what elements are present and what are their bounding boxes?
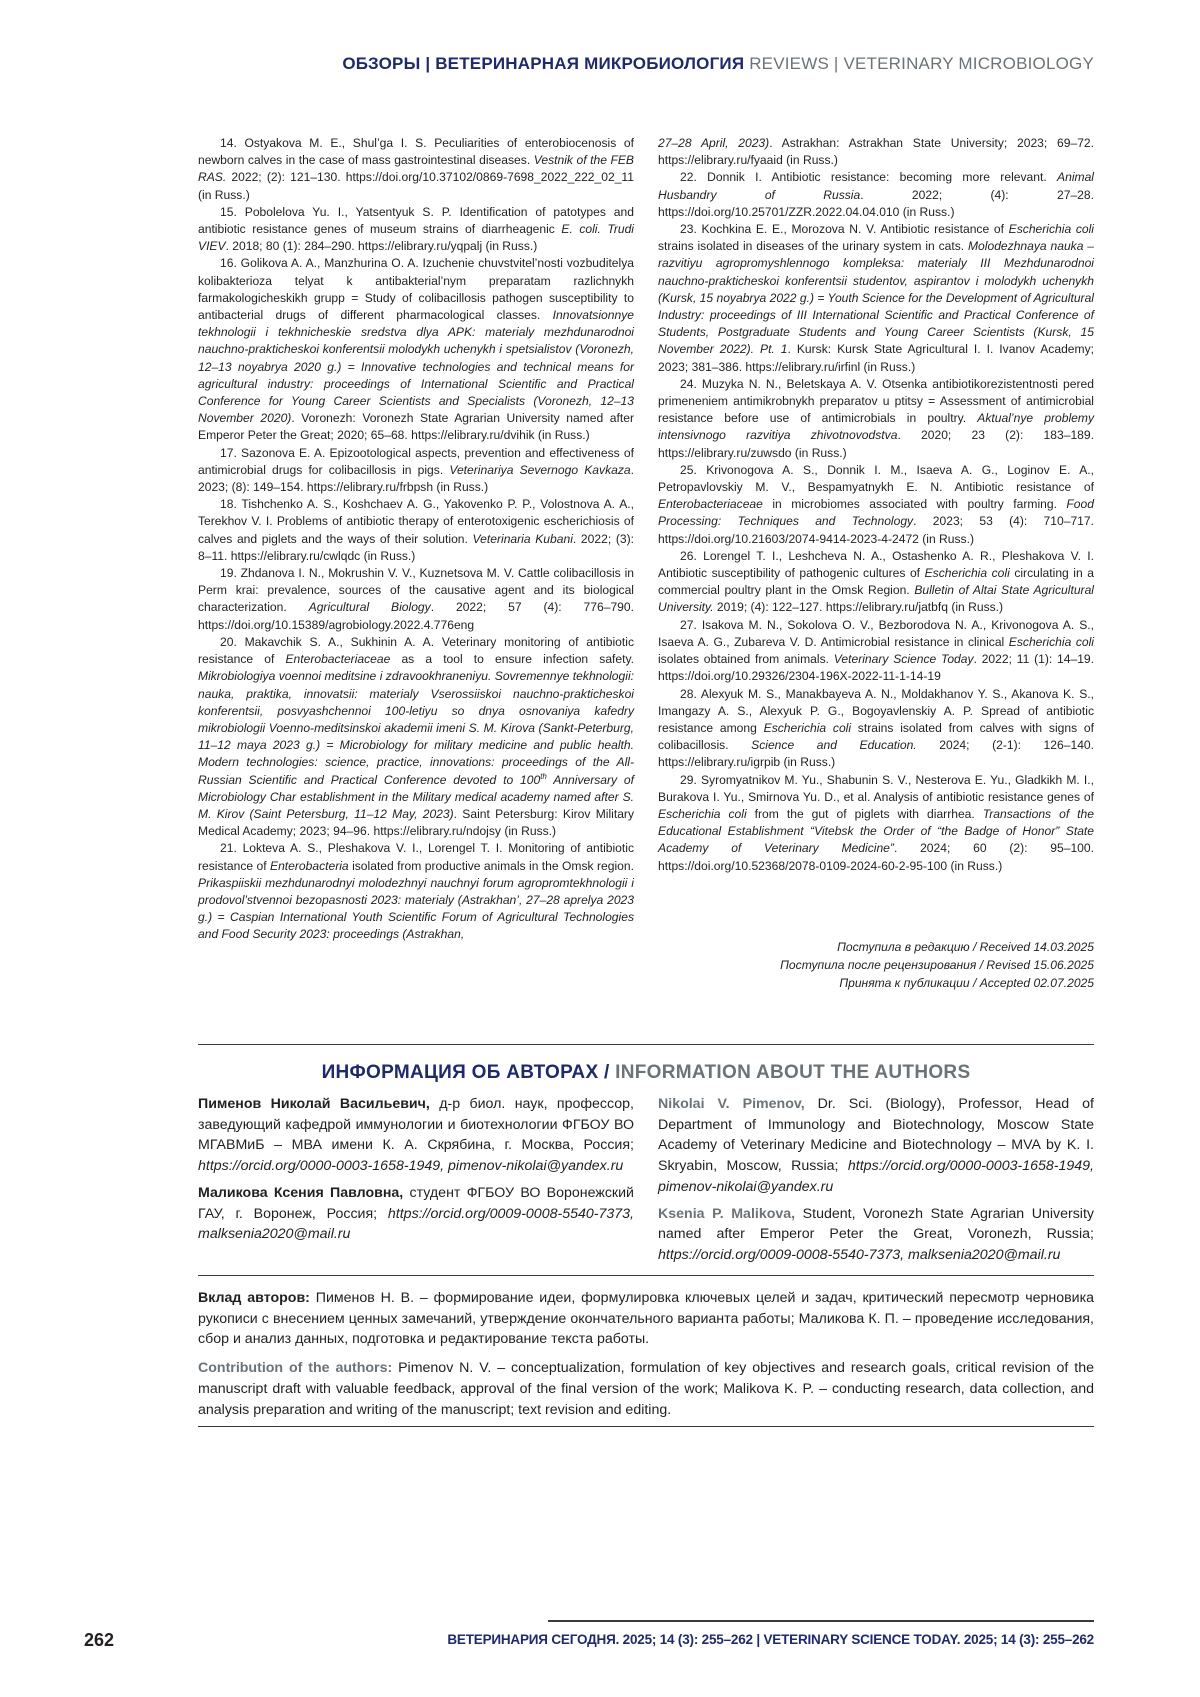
reference-text: . 2022; 57 (4): 776–790. https://doi.org/10.15389/agrobiology.2022.4.776eng xyxy=(198,600,634,631)
reference-italic-text: Veterinariya Severnogo Kavkaza xyxy=(449,463,630,477)
footer-citation: ВЕТЕРИНАРИЯ СЕГОДНЯ. 2025; 14 (3): 255–262 | VETERINARY SCIENCE TODAY. 2025; 14 (3): 255–262 xyxy=(447,1632,1094,1647)
running-header-en: REVIEWS | VETERINARY MICROBIOLOGY xyxy=(749,54,1094,73)
author-links[interactable]: https://orcid.org/0000-0003-1658-1949, pimenov-nikolai@yandex.ru xyxy=(658,1158,1094,1195)
authors-heading-en: INFORMATION ABOUT THE AUTHORS xyxy=(615,1062,970,1083)
reference-item xyxy=(658,617,1094,686)
reference-item xyxy=(658,772,1094,875)
reference-text: 29. Syromyatnikov M. Yu., Shabunin S. V., Nesterova E. Yu., Gladkikh M. I., Burakova I. Yu., Smirnova Yu. D., et al. Analysis of antibiotic resistance genes of xyxy=(658,773,1094,804)
reference-italic-text: Prikaspiiskii mezhdunarodnyi molodezhnyi nauchnyi forum agropromtekhnologii i prodovol’stvennoi bezopasnosti 2023: materialy (Astrakhan’, 27–28 aprelya 2023 g.) = Caspian International Youth Scientific Forum of Agricultural Technologies and Food Security 2023: proceedings (Astrakhan, xyxy=(198,876,634,942)
reference-text: 23. Kochkina E. E., Morozova N. V. Antibiotic resistance of xyxy=(680,222,1009,236)
accepted-date: Принята к публикации / Accepted 02.07.2025 xyxy=(658,974,1094,992)
reference-item xyxy=(198,634,634,840)
author-description: д-р биол. наук, профессор, заведующий кафедрой иммунологии и биотехнологии ФГБОУ ВО МГАВМиБ – МВА имени К. А. Скрябина, г. Москва, Россия; xyxy=(198,1096,634,1153)
author-entry xyxy=(658,1094,1094,1198)
reference-italic-text: Animal Husbandry of Russia xyxy=(658,170,1094,201)
reference-italic-text: Food Processing: Techniques and Technology xyxy=(658,497,1094,528)
reference-text: 14. Ostyakova M. E., Shul’ga I. S. Peculiarities of enterobiocenosis of newborn calves in the case of mass gastrointestinal diseases. xyxy=(198,136,634,167)
contribution-ru-label: Вклад авторов: xyxy=(198,1290,310,1306)
reference-text: . 2020; 23 (2): 183–189. https://elibrary.ru/zuwsdo (in Russ.) xyxy=(658,428,1094,459)
author-links[interactable]: https://orcid.org/0000-0003-1658-1949, pimenov-nikolai@yandex.ru xyxy=(198,1158,623,1174)
reference-text: 19. Zhdanova I. N., Mokrushin V. V., Kuznetsova M. V. Cattle colibacillosis in Perm krai: prevalence, sources of the causative agent and its biological characterization. xyxy=(198,566,634,614)
reference-italic-text: Escherichia coli xyxy=(764,721,851,735)
reference-italic-text: Veterinary Science Today xyxy=(834,652,974,666)
reference-text: . Astrakhan: Astrakhan State University; 2023; 69–72. https://elibrary.ru/fyaaid (in Russ.) xyxy=(658,136,1094,167)
reference-item xyxy=(658,548,1094,617)
reference-text: 16. Golikova A. A., Manzhurina O. A. Izuchenie chuvstvitel’nosti vozbuditelya kolibakterioza telyat k antibakterial’nym preparatam razlichnykh farmakologicheskikh grupp = Study of colibacillosis pathogen susceptibility to antibacterial drugs of different pharmacological classes. xyxy=(198,256,634,322)
reference-text: . 2023; (8): 149–154. https://elibrary.ru/frbpsh (in Russ.) xyxy=(198,463,634,494)
reference-italic-text: Science and Education. xyxy=(751,738,917,752)
reference-italic-text: Enterobacteriaceae xyxy=(285,652,390,666)
reference-italic-text: Escherichia coli xyxy=(1009,222,1094,236)
reference-italic-text: Agricultural Biology xyxy=(309,600,431,614)
reference-italic-text: Transactions of the Educational Establishment “Vitebsk the Order of “the Badge of Honor” State Academy of Veterinary Medicine” xyxy=(658,807,1094,855)
contribution-en-text: Pimenov N. V. – conceptualization, formulation of key objectives and research goals, critical revision of the manuscript draft with valuable feedback, approval of the final version of the work; Malikova K. P. – conducting research, data collection, and analysis preparation and writing of the manuscript; text revision and editing. xyxy=(198,1360,1094,1417)
reference-item xyxy=(658,135,1094,169)
reference-item xyxy=(198,255,634,444)
reference-italic-text: Aktual’nye problemy intensivnogo razvitiya zhivotnovodstva xyxy=(658,411,1094,442)
reference-italic-text: th xyxy=(540,771,547,780)
reference-text: . 2023; 53 (4): 710–717. https://doi.org/10.21603/2074-9414-2023-4-2472 (in Russ.) xyxy=(658,514,1094,545)
author-name: Маликова Ксения Павловна, xyxy=(198,1185,403,1201)
reference-italic-text: 27–28 April, 2023) xyxy=(658,136,769,150)
reference-text: . 2024; 60 (2): 95–100. https://doi.org/10.52368/2078-0109-2024-60-2-95-100 (in Russ.) xyxy=(658,841,1094,872)
reference-text: 26. Lorengel T. I., Leshcheva N. A., Ostashenko A. R., Pleshakova V. I. Antibiotic susceptibility of pathogenic cultures of xyxy=(658,549,1094,580)
footer-rule xyxy=(548,1620,1094,1622)
reference-text: . 2022; (3): 8–11. https://elibrary.ru/cwlqdc (in Russ.) xyxy=(198,532,634,563)
reference-italic-text: Mikrobiologiya voennoi meditsine i zdravookhraneniyu. Sovremennye tekhnologii: nauka, praktika, innovatsii: materialy Vserossiiskoi nauchno-prakticheskoi konferentsii, posvyashchennoi 100-letiyu so dnya osnovaniya kafedry mikrobiologii Voenno-meditsinskoi akademii imeni S. M. Kirova (Sankt-Peterburg, 11–12 maya 2023 g.) = Microbiology for military medicine and public health. Modern technologies: science, practice, innovations: proceedings of the All-Russian Scientific and Practical Conference devoted to 100 xyxy=(198,669,634,786)
reference-text: . 2022; 11 (1): 14–19. https://doi.org/10.29326/2304-196X-2022-11-1-14-19 xyxy=(658,652,1094,683)
reference-text: as a tool to ensure infection safety. xyxy=(390,652,634,666)
reference-text: 20. Makavchik S. A., Sukhinin A. A. Veterinary monitoring of antibiotic resistance of xyxy=(198,635,634,666)
contribution-ru xyxy=(198,1288,1094,1350)
reference-text: 2024; (2-1): 126–140. https://elibrary.ru/igrpib (in Russ.) xyxy=(658,738,1094,769)
revised-date: Поступила после рецензирования / Revised 15.06.2025 xyxy=(658,956,1094,974)
reference-italic-text: E. coli. Trudi VIEV xyxy=(198,222,634,253)
reference-text: isolated from productive animals in the Omsk region. xyxy=(349,859,634,873)
reference-text: 2019; (4): 122–127. https://elibrary.ru/jatbfq (in Russ.) xyxy=(714,600,1004,614)
reference-text: 21. Lokteva A. S., Pleshakova V. I., Lorengel T. I. Monitoring of antibiotic resistance of xyxy=(198,841,634,872)
reference-text: 25. Krivonogova A. S., Donnik I. M., Isaeva A. G., Loginov E. A., Petropavlovskiy M. V., Bespamyatnykh E. N. Antibiotic resistance of xyxy=(658,463,1094,494)
reference-italic-text: Bulletin of Altai State Agricultural University. xyxy=(658,583,1094,614)
reference-text: 18. Tishchenko A. S., Koshchaev A. G., Yakovenko P. P., Volostnova A. A., Terekhov V. I. Problems of antibiotic therapy of enterotoxigenic escherichiosis of calves and piglets and the ways of their solution. xyxy=(198,497,634,545)
reference-text: 2022; (2): 121–130. https://doi.org/10.37102/0869-7698_2022_222_02_11 (in Russ.) xyxy=(198,170,634,201)
submission-dates xyxy=(658,938,1094,992)
reference-item xyxy=(198,204,634,256)
divider xyxy=(198,1044,1094,1045)
author-entry xyxy=(198,1094,634,1177)
received-date: Поступила в редакцию / Received 14.03.2025 xyxy=(658,938,1094,956)
reference-item xyxy=(198,840,634,943)
author-entry xyxy=(198,1183,634,1245)
reference-item xyxy=(658,462,1094,548)
contribution-en-label: Contribution of the authors: xyxy=(198,1360,392,1376)
reference-italic-text: Innovatsionnye tekhnologii i tekhnicheskie sredstva dlya APK: materialy mezhdunarodnoi nauchno-prakticheskoi konferentsii molodykh uchenykh i spetsialistov (Voronezh, 12–13 noyabrya 2020 g.) = Innovative technologies and technical means for agricultural industry: proceedings of International Scientific and Practical Conference for Young Career Scientists and Specialists (Voronezh, 12–13 November 2020) xyxy=(198,308,634,425)
authors-ru xyxy=(198,1094,634,1251)
authors-heading xyxy=(198,1062,1094,1084)
contribution-ru-text: Пименов Н. В. – формирование идеи, формулировка ключевых целей и задач, критический пересмотр черновика рукописи с внесением ценных замечаний, утверждение окончательного варианта работы; Маликова К. П. – проведение исследования, сбор и анализ данных, подготовка и редактирование текста работы. xyxy=(198,1290,1094,1347)
contribution-en xyxy=(198,1358,1094,1420)
reference-item xyxy=(198,496,634,565)
reference-italic-text: Molodezhnaya nauka – razvitiyu agropromyshlennogo kompleksa: materialy III Mezhdunarodnoi nauchno-prakticheskoi konferentsii studentov, aspirantov i molodykh uchenykh (Kursk, 15 noyabrya 2022 g.) = Youth Science for the Development of Agricultural Industry: proceedings of III International Scientific and Practical Conference of Students, Postgraduate Students and Young Career Scientists (Kursk, 15 November 2022). Pt. 1 xyxy=(658,239,1094,356)
reference-text: isolates obtained from animals. xyxy=(658,652,834,666)
reference-text: circulating in a commercial poultry plant in the Omsk Region. xyxy=(658,566,1094,597)
author-links[interactable]: https://orcid.org/0009-0008-5540-7373, malksenia2020@mail.ru xyxy=(198,1206,634,1243)
reference-italic-text: Vestnik of the FEB RAS. xyxy=(198,153,634,184)
reference-italic-text: Enterobacteriaceae xyxy=(658,497,763,511)
author-name: Nikolai V. Pimenov, xyxy=(658,1096,805,1112)
reference-item xyxy=(198,565,634,634)
author-links[interactable]: https://orcid.org/0009-0008-5540-7373, malksenia2020@mail.ru xyxy=(658,1247,1060,1263)
reference-text: . Kursk: Kursk State Agricultural I. I. Ivanov Academy; 2023; 381–386. https://elibrary.ru/irfinl (in Russ.) xyxy=(658,342,1094,373)
page-number: 262 xyxy=(84,1630,114,1651)
reference-item xyxy=(198,445,634,497)
reference-text: 28. Alexyuk M. S., Manakbayeva A. N., Moldakhanov Y. S., Akanova K. S., Imangazy A. S., Alexyuk P. G., Bogoyavlenskiy A. P. Spread of antibiotic resistance among xyxy=(658,687,1094,735)
reference-item xyxy=(658,169,1094,221)
author-description: студент ФГБОУ ВО Воронежский ГАУ, г. Воронеж, Россия; xyxy=(198,1185,634,1222)
running-header-ru: ОБЗОРЫ | ВЕТЕРИНАРНАЯ МИКРОБИОЛОГИЯ xyxy=(342,54,744,73)
author-description: Dr. Sci. (Biology), Professor, Head of Department of Immunology and Biotechnology, Moscow State Academy of Veterinary Medicine and Biotechnology – MVA by K. I. Skryabin, Moscow, Russia; xyxy=(658,1096,1094,1174)
reference-text: . 2018; 80 (1): 284–290. https://elibrary.ru/yqpalj (in Russ.) xyxy=(226,239,538,253)
reference-text: strains isolated in diseases of the urinary system in cats. xyxy=(658,239,968,253)
running-header xyxy=(342,54,1094,74)
authors-heading-ru: ИНФОРМАЦИЯ ОБ АВТОРАХ / xyxy=(322,1062,610,1083)
reference-item xyxy=(658,376,1094,462)
reference-italic-text: Enterobacteria xyxy=(270,859,349,873)
reference-text: in microbiomes associated with poultry farming. xyxy=(763,497,1067,511)
reference-text: 17. Sazonova E. A. Epizootological aspects, prevention and effectiveness of antimicrobial drugs for colibacillosis in pigs. xyxy=(198,446,634,477)
reference-text: from the gut of piglets with diarrhea. xyxy=(747,807,983,821)
divider xyxy=(198,1426,1094,1427)
references-right-column xyxy=(658,135,1094,875)
reference-text: 22. Donnik I. Antibiotic resistance: becoming more relevant. xyxy=(680,170,1057,184)
reference-text: . Voronezh: Voronezh State Agrarian University named after Emperor Peter the Great; 2020; 65–68. https://elibrary.ru/dvihik (in Russ.) xyxy=(198,411,634,442)
reference-italic-text: Escherichia coli xyxy=(658,807,747,821)
reference-text: strains isolated from calves with signs of colibacillosis. xyxy=(658,721,1094,752)
reference-item xyxy=(198,135,634,204)
reference-italic-text: Escherichia coli xyxy=(1009,635,1094,649)
reference-text: 15. Pobolelova Yu. I., Yatsentyuk S. P. Identification of patotypes and antibiotic resistance genes of museum strains of diarrheagenic xyxy=(198,205,634,236)
reference-italic-text: Veterinaria Kubani xyxy=(473,532,573,546)
reference-text: 24. Muzyka N. N., Beletskaya A. V. Otsenka antibiotikorezistentnosti pered primeneniem antimikrobnykh preparatov u ptitsy = Assessment of antimicrobial resistance before use of antimicrobials in poultry. xyxy=(658,377,1094,425)
author-description: Student, Voronezh State Agrarian University named after Emperor Peter the Great, Voronezh, Russia; xyxy=(658,1206,1094,1243)
reference-italic-text: Anniversary of Microbiology Char establishment in the Military medical academy named after S. M. Kirov (Saint Petersburg, 11–12 May, 2023) xyxy=(198,773,634,821)
divider xyxy=(198,1275,1094,1276)
reference-italic-text: Escherichia coli xyxy=(925,566,1010,580)
reference-item xyxy=(658,686,1094,772)
reference-text: . 2022; (4): 27–28. https://doi.org/10.25701/ZZR.2022.04.04.010 (in Russ.) xyxy=(658,188,1094,219)
author-name: Пименов Николай Васильевич, xyxy=(198,1096,430,1112)
reference-item xyxy=(658,221,1094,376)
author-entry xyxy=(658,1204,1094,1266)
author-name: Ksenia P. Malikova, xyxy=(658,1206,795,1222)
references-left-column xyxy=(198,135,634,944)
reference-text: 27. Isakova M. N., Sokolova O. V., Bezborodova N. A., Krivonogova A. S., Isaeva A. G., Zubareva V. D. Antimicrobial resistance in clinical xyxy=(658,618,1094,649)
authors-contribution xyxy=(198,1288,1094,1428)
authors-en xyxy=(658,1094,1094,1272)
reference-text: . Saint Petersburg: Kirov Military Medical Academy; 2023; 94–96. https://elibrary.ru/ndojsy (in Russ.) xyxy=(198,807,634,838)
